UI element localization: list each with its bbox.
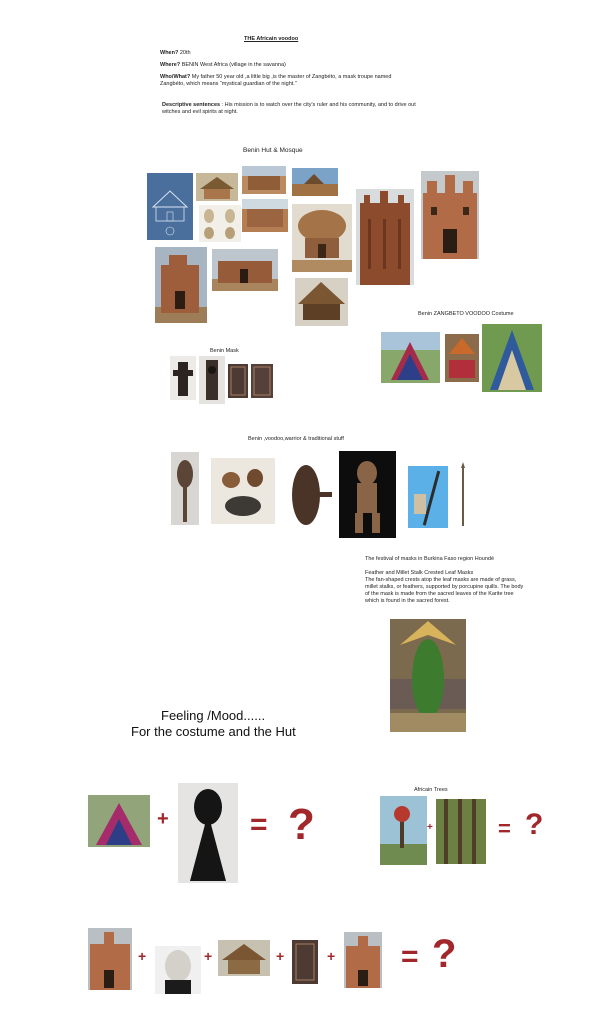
mood-subheading: For the costume and the Hut [131,724,296,739]
hut-compound-image [212,249,278,291]
description-label: Descriptive sentences [162,102,221,108]
page-title: THE Africain voodoo [244,36,299,42]
festival-subtitle: Feather and Millet Stalk Crested Leaf Masks [365,570,474,576]
dagger-artifact-image [408,466,448,528]
forest-trees-image [436,799,486,864]
equals-sign: = [250,808,268,841]
mood-heading: Feeling /Mood...... [161,708,266,723]
mask-image-3 [228,364,248,398]
mud-house-image [155,247,207,323]
pinhead-portrait-image [155,946,201,994]
mosque-tower-image [356,189,414,285]
plus-sign: + [276,948,285,964]
aloe-tree-image [380,796,427,865]
question-mark: ? [525,808,544,841]
hut-photo-2 [242,166,286,194]
section-title-warrior: Benin ,voodoo,warrior & traditional stuff [248,436,344,442]
straw-figure-image [339,451,396,538]
description-value: : His mission is to watch over the city's ruler and his community, and to drive out witches and evil spirits at night. [162,102,416,115]
section-title-mask: Benin Mask [210,348,239,354]
pottery-basket-image [211,458,275,524]
mosque-thumbnail-2 [344,932,382,988]
who-line [160,74,410,88]
hut-blueprint-image [147,173,193,240]
who-label: Who/What? [160,74,191,80]
hut-photo-4 [242,199,288,232]
thatch-hut-image [295,278,348,326]
who-value: My father 50 year old ,a little big ,is the master of Zangbéto, a mask troupe named Zangbéto, which means “mystical guardian of the night.” [160,74,392,87]
when-value: 20th [179,50,191,56]
equals-sign: = [498,816,511,841]
spear-artifact-image [457,462,469,530]
mosque-facade-image [421,171,479,259]
plus-sign: + [327,948,336,964]
hut-photo-1 [196,173,238,201]
mask-image-1 [170,356,196,400]
section-title-zangbeto: Benin ZANGBETO VOODOO Costume [418,311,514,317]
leaf-mask-festival-image [390,619,466,732]
mosque-thumbnail-1 [88,928,132,990]
equals-sign: = [401,940,419,973]
question-mark: ? [432,932,457,976]
mask-thumbnail [292,940,318,984]
plus-sign: + [138,948,147,964]
question-mark: ? [288,800,315,849]
plus-sign: + [204,948,213,964]
where-value: BENIN West Africa (village in the savanna) [181,62,286,68]
paddle-artifact-image [171,452,199,525]
festival-title: The festival of masks in Burkina Faso region Houndé [365,556,495,562]
round-hut-image [292,204,352,272]
plus-sign: + [157,808,169,830]
zangbeto-costume-image-3 [482,324,542,392]
shield-artifact-image [288,460,334,530]
mask-image-4 [251,364,273,398]
zangbeto-costume-image-2 [445,334,479,382]
where-label: Where? [160,62,181,68]
plus-sign: + [427,822,433,833]
hooded-figure-image [178,783,238,883]
mask-image-2 [199,356,225,404]
hut-photo-3 [292,168,338,196]
when-label: When? [160,50,179,56]
when-line [160,50,440,57]
thatch-hut-thumbnail [218,940,270,976]
section-title-hut-mosque: Benin Hut & Mosque [243,147,303,154]
description-line [162,102,422,116]
section-title-trees: Africain Trees [414,787,448,793]
festival-description: The fan-shaped crests atop the leaf masks are made of grass, millet stalks, or feathers, supported by porcupine quills. The body of the mask is made from the sacred leaves of the Karite tree which is found in the sacred forest. [365,577,524,604]
zangbeto-costume-image-1 [381,332,440,383]
zangbeto-costume-thumbnail [88,795,150,847]
granary-diagram-image [199,205,241,242]
where-line [160,62,440,69]
